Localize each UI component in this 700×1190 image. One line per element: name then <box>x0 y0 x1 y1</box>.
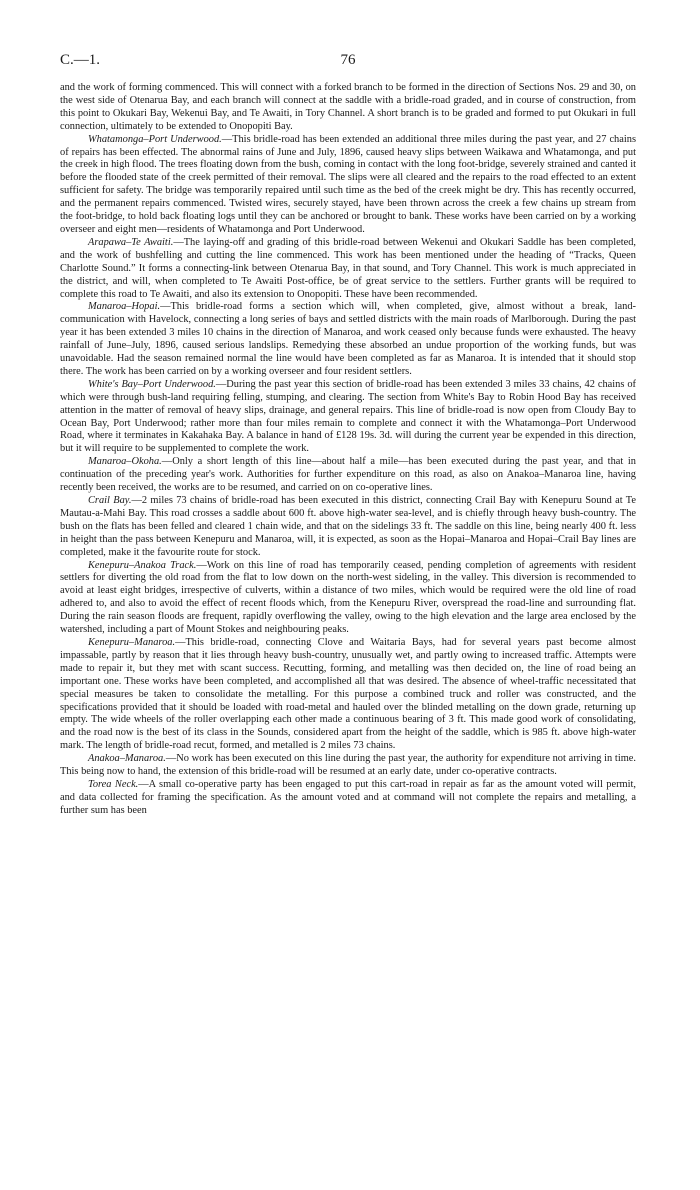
page-header <box>60 52 636 72</box>
paragraph <box>60 379 636 456</box>
paragraph-heading: Manaroa–Hopai. <box>88 301 161 313</box>
paragraph-text: —The laying-off and grading of this bridle-road between Wekenui and Okukari Saddle has been completed, and the work of bushfelling and cutting the line commenced. This work has been mentioned under the heading of “Tracks, Queen Charlotte Sound.” It forms a connecting-link between Otenarua Bay, in that sound, and Tory Channel. This work is much appreciated in the district, and will, when completed to Te Awaiti Post-office, be of great service to the settlers. Further grants will be required to complete this road to Te Awaiti, and also its extension to Onopopiti. These have been recommended. <box>60 236 636 300</box>
paragraph-text: —Work on this line of road has temporarily ceased, pending completion of agreements with resident settlers for diverting the old road from the flat to low down on the north-west sideling, in the valley. This diversion is recommended to avoid at least eight bridges, irrespective of culverts, within a distance of two miles, which would be required were the old line of road adhered to, and also to avoid the effect of recent floods which, from the Kenepuru River, overspread the road-line and surrounding flat. During the rain season floods are frequent, rapidly overflowing the valley, owing to the high elevation and the large area enclosed by the watershed, including a part of Mount Stokes and neighbouring peaks. <box>60 559 636 636</box>
paragraph-text: —No work has been executed on this line during the past year, the authority for expenditure not arriving in time. This being now to hand, the extension of this bridle-road will be resumed at an early date, under co-operative contracts. <box>60 753 636 778</box>
paragraph-heading: Crail Bay. <box>88 495 132 506</box>
page-number: 76 <box>340 52 356 68</box>
paragraph <box>60 301 636 378</box>
paragraph <box>60 753 636 779</box>
paragraph-heading: White's Bay–Port Underwood. <box>88 378 216 390</box>
paragraph <box>60 560 636 637</box>
paragraph-text: —During the past year this section of bridle-road has been extended 3 miles 33 chains, 42 chains of which were through bush-land requiring felling, stumping, and clearing. The section from White's Bay to Robin Hood Bay has received attention in the matter of removal of heavy slips, drainage, and general repairs. This line of bridle-road is now open from Cloudy Bay to Ocean Bay, Port Underwood; rather more than four miles remain to complete and connect it with the Whatamonga–Port Underwood Road, where it terminates in Kakahaka Bay. A balance in hand of £128 19s. 3d. will during the current year be expended in this direction, but it will require to be supplemented to complete the work. <box>60 378 637 455</box>
paragraph-heading: Kenepuru–Manaroa. <box>88 636 176 648</box>
paragraph-heading: Kenepuru–Anakoa Track. <box>88 559 197 571</box>
paragraph-heading: Arapawa–Te Awaiti. <box>88 236 174 248</box>
paragraph-text: —This bridle-road forms a section which will, when completed, give, almost without a break, land-communication with Havelock, connecting a long series of bays and settled districts with the main roads of Marlborough. During the past year it has been extended 3 miles 10 chains in the direction of Manaroa, and work ceased only because funds were exhausted. The heavy rainfall of June–July, 1896, caused serious landslips. Remedying these absorbed an undue proportion of the working funds, but was unavoidable. Had the season remained normal the line would have been completed as far as Manaroa. It is intended that it should stop there. The work has been carried on by a working overseer and four resident settlers. <box>60 301 636 377</box>
body-text <box>60 82 636 818</box>
paragraph-text: —This bridle-road has been extended an additional three miles during the past year, and 27 chains of repairs has been effected. The abnormal rains of June and July, 1896, caused heavy slips between Waikawa and Whatamonga, and put the creek in high flood. The trees floating down from the bush, coming in contact with the long foot-bridge, severely strained and canted it before the flooded state of the creek permitted of their removal. The slips were all cleared and the repairs to the road effected to an extent sufficient for safety. The bridge was temporarily repaired until such time as the bed of the creek might be dry. This has recently occurred, and the permanent repairs commenced. Twisted wires, securely stayed, have been thrown across the creek a few chains up stream from the foot-bridge, to hold back floating logs until they can be anchored or brought to bank. These works have been carried on by a working overseer and eight men—residents of Whatamonga and Port Underwood. <box>60 133 636 235</box>
paragraph <box>60 134 636 237</box>
paragraph <box>60 456 636 495</box>
paragraph <box>60 82 636 134</box>
paragraph-heading: Manaroa–Okoha. <box>88 456 162 468</box>
paragraph <box>60 495 636 560</box>
paragraph-text: —Only a short length of this line—about half a mile—has been executed during the past year, and that in continuation of the preceding year's work. Authorities for further expenditure on this road, as also on Anakoa–Manaroa line, having recently been received, the works are to be resumed, and carried on on co-operative lines. <box>60 456 636 494</box>
paragraph-text: and the work of forming commenced. This will connect with a forked branch to be formed in the direction of Sections Nos. 29 and 30, on the west side of Otenarua Bay, and each branch will connect at the saddle with a bridle-road graded, and in course of construction, from this point to Okukari Bay, Wekenui Bay, and Te Awaiti, in Tory Channel. A short branch is to be graded and formed to put Okukari in full connection, ultimately to be extended to Onopopiti Bay. <box>60 82 636 132</box>
paragraph <box>60 779 636 818</box>
paragraph <box>60 637 636 753</box>
paragraph <box>60 237 636 302</box>
paragraph-text: —2 miles 73 chains of bridle-road has been executed in this district, connecting Crail Bay with Kenepuru Sound at Te Mautau-a-Mahi Bay. This road crosses a saddle about 600 ft. above high-water sea-level, and is chiefly through heavy bush-country. The bush on the flats has been felled and cleared 1 chain wide, and that on the sidelings 33 ft. The saddle on this line, being nearly 400 ft. less in height than the pass between Kenepuru and Manaroa, will, it is expected, as soon as the Hopai–Manaroa and Hopai–Crail Bay lines are completed, make it the favourite route for stock. <box>60 495 636 558</box>
paragraph-text: —A small co-operative party has been engaged to put this cart-road in repair as far as the amount voted will permit, and data collected for framing the specification. As the amount voted and at command will not complete the repairs and metalling, a further sum has been <box>60 778 636 816</box>
paragraph-heading: Anakoa–Manaroa. <box>88 753 166 765</box>
paragraph-text: —This bridle-road, connecting Clove and Waitaria Bays, had for several years past become almost impassable, partly by reason that it lies through heavy bush-country, unusually wet, and partly owing to increased traffic. Attempts were made to repair it, but they met with scant success. Recutting, forming, and metalling was then decided on, the line of road being an important one. These works have been completed, and accomplished all that was desired. The absence of wheel-traffic necessitated that special measures be taken to consolidate the metalling. For this purpose a combined truck and roller was constructed, and the specifications provided that it should be loaded with road-metal and hauled over the blinded metalling on the down grade, returning up empty. The wide wheels of the roller overlapping each other made a continuous bearing of 3 ft. This made good work of consolidating, and the road now is the best of its class in the Sounds, considered apart from the height of the saddle, which is 985 ft. above high-water mark. The length of bridle-road recut, formed, and metalled is 2 miles 73 chains. <box>60 636 636 752</box>
paragraph-heading: Whatamonga–Port Underwood. <box>88 133 222 145</box>
paragraph-heading: Torea Neck. <box>88 778 139 790</box>
document-reference: C.—1. <box>60 52 101 68</box>
